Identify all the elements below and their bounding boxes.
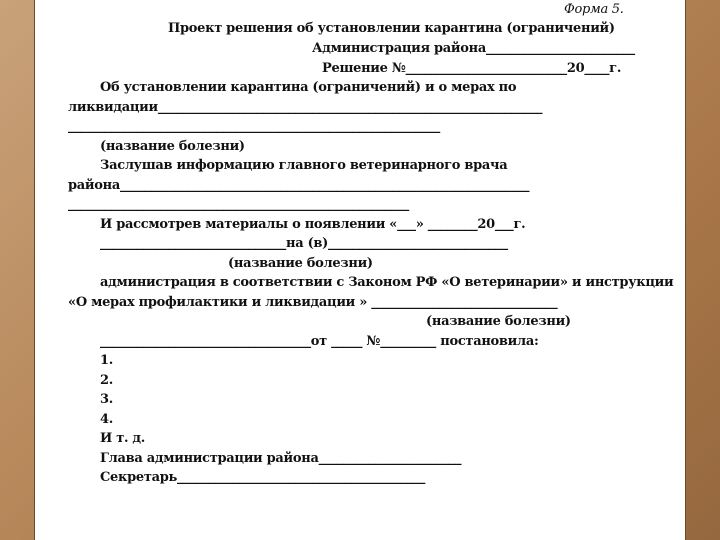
liquidation-line: ликвидации______________________________________________________________ <box>68 100 543 115</box>
administration-law-line: администрация в соответствии с Законом РФ «О ветеринарии» и инструкции <box>100 275 674 290</box>
administration-line: Администрация района________________________ <box>312 41 635 56</box>
district-line: района__________________________________________________________________ <box>68 178 530 193</box>
list-item: И т. д. <box>100 431 146 446</box>
head-signature-line: Глава администрации района_______________________ <box>100 451 462 466</box>
document-body <box>38 0 678 540</box>
resolved-line: __________________________________от _____ №_________ постановила: <box>100 334 539 349</box>
decision-line: Решение №__________________________20____г. <box>322 61 622 76</box>
form-label: Форма 5. <box>564 2 624 17</box>
measures-line: «О мерах профилактики и ликвидации » ______________________________ <box>68 295 558 310</box>
secretary-signature-line: Секретарь________________________________________ <box>100 470 426 485</box>
list-item: 1. <box>100 353 113 368</box>
blank-line-1: ____________________________________________________________ <box>68 119 441 134</box>
list-item: 3. <box>100 392 113 407</box>
blank-line-2: _______________________________________________________ <box>68 197 410 212</box>
document-title: Проект решения об установлении карантина (ограничений) <box>168 21 615 36</box>
disease-hint-2: (название болезни) <box>228 256 373 271</box>
disease-hint-1: (название болезни) <box>100 139 245 154</box>
disease-hint-3: (название болезни) <box>426 314 571 329</box>
reviewed-line: И рассмотрев материалы о появлении «___» ________20___г. <box>100 217 526 232</box>
list-item: 4. <box>100 412 113 427</box>
on-in-line: ______________________________на (в)_____________________________ <box>100 236 508 251</box>
heard-line: Заслушав информацию главного ветеринарного врача <box>100 158 508 173</box>
list-item: 2. <box>100 373 113 388</box>
about-line: Об установлении карантина (ограничений) и о мерах по <box>100 80 517 95</box>
